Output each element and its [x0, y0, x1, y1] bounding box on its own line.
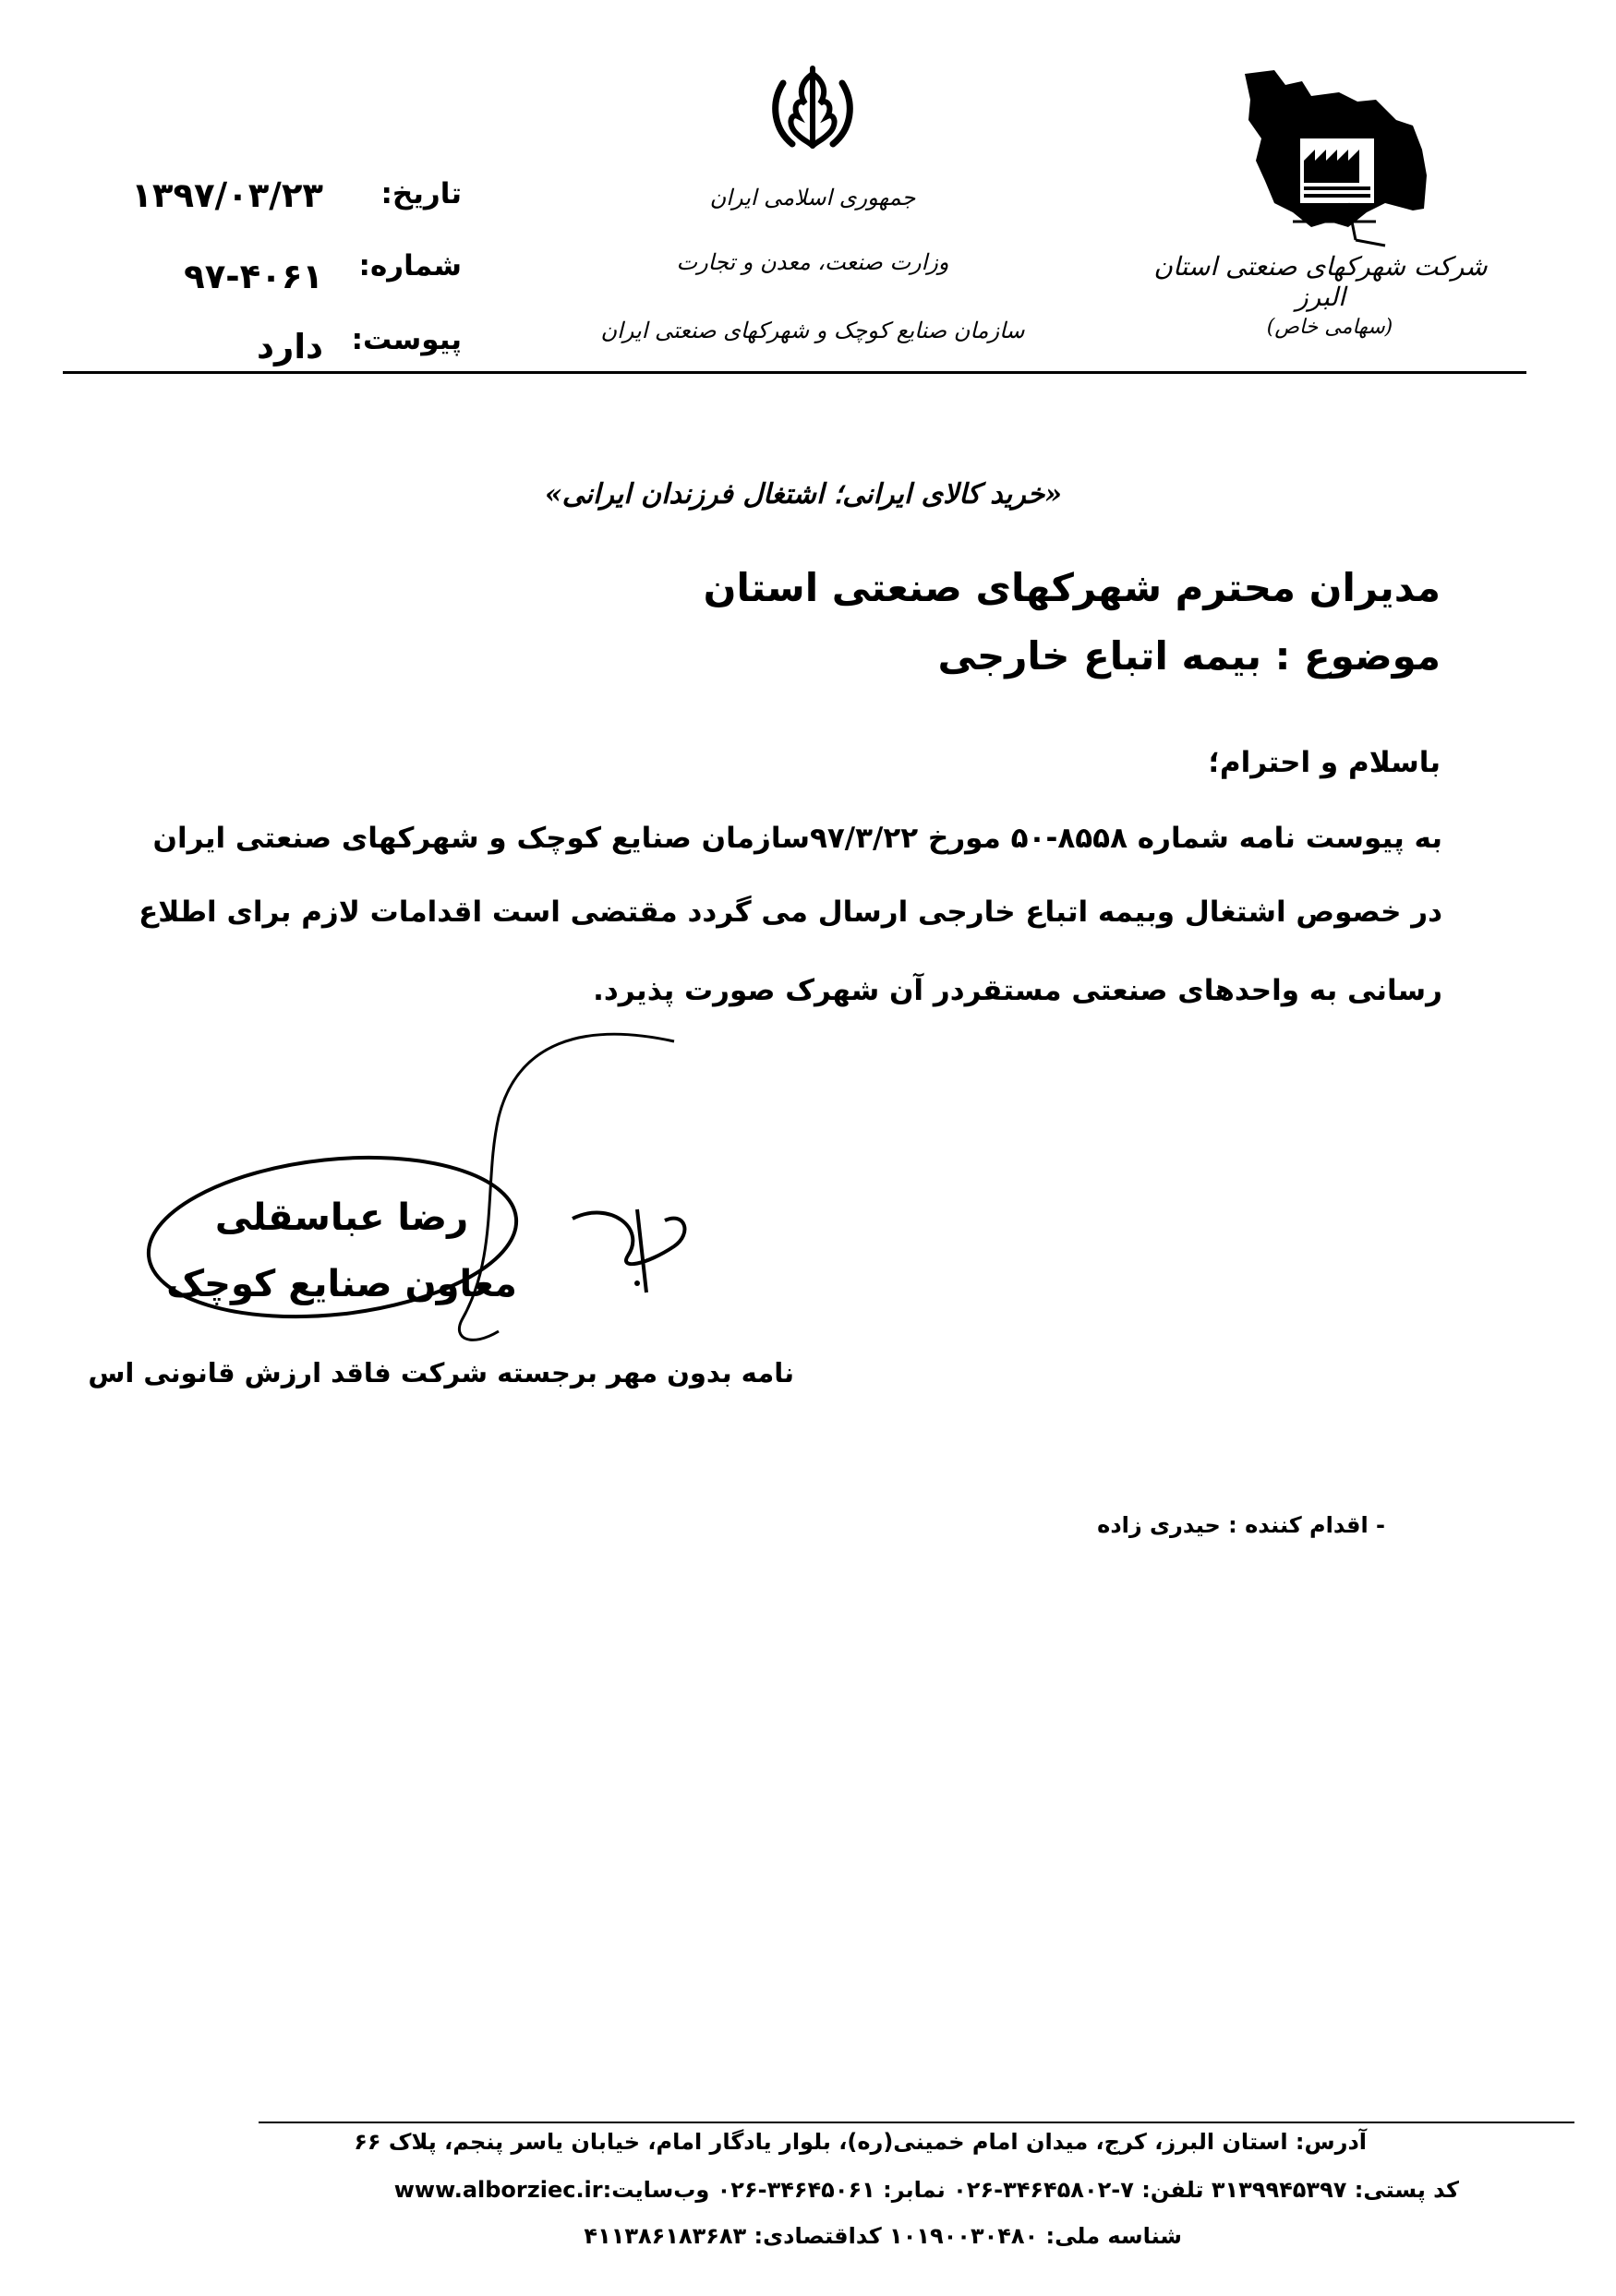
- attachment-value: دارد: [257, 327, 323, 367]
- alborz-industrial-map-logo-icon: [1237, 65, 1431, 249]
- stamp-notice: نامه بدون مهر برجسته شرکت فاقد ارزش قانونی اس: [88, 1357, 794, 1388]
- subject: موضوع : بیمه اتباع خارجی: [937, 633, 1441, 679]
- signatory-name: رضا عباسقلی: [214, 1196, 469, 1239]
- footer-divider: [259, 2122, 1574, 2123]
- header-divider: [63, 371, 1526, 374]
- company-logo: [1237, 65, 1431, 249]
- iran-emblem-icon: [765, 61, 861, 157]
- footer-address: آدرس: استان البرز، کرج، میدان امام خمینی(ره)، بلوار یادگار امام، خیابان یاسر پنجم، پلاک ۶۶: [354, 2129, 1367, 2155]
- company-type: (سهامی خاص): [1266, 316, 1393, 339]
- recipient: مدیران محترم شهرکهای صنعتی استان: [703, 565, 1441, 610]
- slogan: «خرید کالای ایرانی؛ اشتغال فرزندان ایرانی»: [544, 478, 1063, 511]
- attachment-label: پیوست:: [351, 323, 462, 356]
- company-name: شرکت شهرکهای صنعتی استان البرز: [1153, 251, 1488, 312]
- action-by: - اقدام کننده : حیدری زاده: [1097, 1512, 1385, 1538]
- footer-ids: شناسه ملی: ۱۰۱۹۰۰۳۰۴۸۰ کداقتصادی: ۴۱۱۳۸۶۱۸۳۶۸۳: [584, 2223, 1182, 2249]
- government-line-1: جمهوری اسلامی ایران: [709, 185, 916, 210]
- government-line-2: وزارت صنعت، معدن و تجارت: [676, 249, 949, 275]
- date-value: ۱۳۹۷/۰۳/۲۳: [131, 175, 323, 215]
- number-value: ۹۷-۴۰۶۱: [184, 257, 323, 296]
- government-emblem: [765, 61, 861, 157]
- date-label: تاریخ:: [380, 177, 462, 210]
- body-line-3: رسانی به واحدهای صنعتی مستقردر آن شهرک صورت پذیرد.: [593, 974, 1442, 1007]
- body-line-1: به پیوست نامه شماره ۸۵۵۸-۵۰ مورخ ۹۷/۳/۲۲سازمان صنایع کوچک و شهرکهای صنعتی ایران: [152, 822, 1442, 855]
- footer-contact: کد پستی: ۳۱۳۹۹۴۵۳۹۷ تلفن: ۷-۳۴۶۴۵۸۰۲-۰۲۶ نمابر: ۳۴۶۴۵۰۶۱-۰۲۶ وب‌سایت:www.alborziec.ir: [393, 2177, 1459, 2203]
- body-line-2: در خصوص اشتغال وبیمه اتباع خارجی ارسال می گردد مقتضی است اقدامات لازم برای اطلاع: [139, 896, 1442, 929]
- signatory-title: معاون صنایع کوچک: [166, 1263, 517, 1305]
- number-label: شماره:: [358, 249, 462, 282]
- government-line-3: سازمان صنایع کوچک و شهرکهای صنعتی ایران: [600, 318, 1025, 343]
- greeting: باسلام و احترام؛: [1208, 746, 1441, 779]
